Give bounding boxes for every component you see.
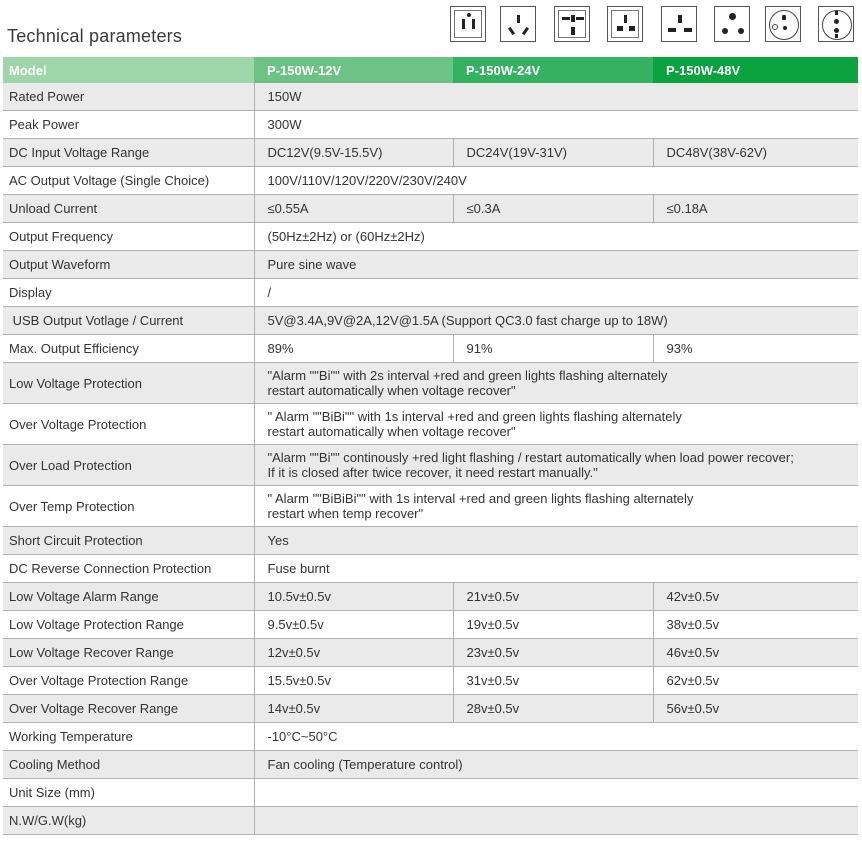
header-48v: P-150W-48V [653, 57, 858, 83]
socket-three-round-icon [714, 6, 750, 42]
row-label: Output Frequency [3, 223, 254, 251]
row-value: Fan cooling (Temperature control) [254, 751, 858, 779]
row-label: Output Waveform [3, 251, 254, 279]
table-header-row [3, 57, 858, 83]
row-label: Display [3, 279, 254, 307]
row-value: DC24V(19V-31V) [453, 139, 653, 167]
row-value: Yes [254, 527, 858, 555]
row-value: DC48V(38V-62V) [653, 139, 858, 167]
row-value: ≤0.55A [254, 195, 453, 223]
row-value: 38v±0.5v [653, 611, 858, 639]
spec-table [3, 57, 858, 835]
row-value: 100V/110V/120V/220V/230V/240V [254, 167, 858, 195]
table-row [3, 555, 858, 583]
row-value: 14v±0.5v [254, 695, 453, 723]
row-value: 28v±0.5v [453, 695, 653, 723]
row-value: DC12V(9.5V-15.5V) [254, 139, 453, 167]
row-label: Over Load Protection [3, 445, 254, 486]
row-label: Unload Current [3, 195, 254, 223]
row-value: 300W [254, 111, 858, 139]
table-row [3, 751, 858, 779]
row-value: 19v±0.5v [453, 611, 653, 639]
row-value: 56v±0.5v [653, 695, 858, 723]
table-row [3, 527, 858, 555]
table-row [3, 335, 858, 363]
row-value: Fuse burnt [254, 555, 858, 583]
row-value: "Alarm ""Bi"" with 2s interval +red and green lights flashing alternately restart automatically when voltage recover" [254, 363, 858, 404]
row-label: Low Voltage Protection Range [3, 611, 254, 639]
socket-flat-pin-icon [661, 6, 697, 42]
row-value: 93% [653, 335, 858, 363]
row-value: 12v±0.5v [254, 639, 453, 667]
socket-fr-icon [765, 6, 801, 42]
table-row [3, 279, 858, 307]
row-value: ≤0.18A [653, 195, 858, 223]
row-value [254, 779, 858, 807]
table-row [3, 404, 858, 445]
row-value: ≤0.3A [453, 195, 653, 223]
table-row [3, 611, 858, 639]
row-label: Over Temp Protection [3, 486, 254, 527]
socket-au-icon [500, 6, 536, 42]
page-title: Technical parameters [7, 26, 183, 46]
row-value: 31v±0.5v [453, 667, 653, 695]
table-row [3, 167, 858, 195]
row-value: 10.5v±0.5v [254, 583, 453, 611]
row-label: Cooling Method [3, 751, 254, 779]
row-value: 5V@3.4A,9V@2A,12V@1.5A (Support QC3.0 fast charge up to 18W) [254, 307, 858, 335]
row-label: DC Reverse Connection Protection [3, 555, 254, 583]
row-value: 42v±0.5v [653, 583, 858, 611]
row-value: " Alarm ""BiBiBi"" with 1s interval +red and green lights flashing alternately restart when temp recover" [254, 486, 858, 527]
table-row [3, 639, 858, 667]
row-label: Unit Size (mm) [3, 779, 254, 807]
header-model: Model [3, 57, 254, 83]
table-row [3, 723, 858, 751]
row-label: AC Output Voltage (Single Choice) [3, 167, 254, 195]
socket-universal-icon [554, 6, 590, 42]
row-value: 46v±0.5v [653, 639, 858, 667]
socket-schuko-icon [818, 6, 854, 42]
row-label: Over Voltage Protection Range [3, 667, 254, 695]
row-value: 9.5v±0.5v [254, 611, 453, 639]
row-value: 15.5v±0.5v [254, 667, 453, 695]
table-row [3, 111, 858, 139]
table-row [3, 83, 858, 111]
row-value: Pure sine wave [254, 251, 858, 279]
table-row [3, 223, 858, 251]
row-label: Over Voltage Recover Range [3, 695, 254, 723]
socket-uk-icon [607, 6, 643, 42]
row-value: 23v±0.5v [453, 639, 653, 667]
row-label: Low Voltage Recover Range [3, 639, 254, 667]
row-value: 89% [254, 335, 453, 363]
table-row [3, 363, 858, 404]
row-label: Over Voltage Protection [3, 404, 254, 445]
table-row [3, 139, 858, 167]
row-label: Short Circuit Protection [3, 527, 254, 555]
table-row [3, 445, 858, 486]
row-value: 91% [453, 335, 653, 363]
header-24v: P-150W-24V [453, 57, 653, 83]
row-label: DC Input Voltage Range [3, 139, 254, 167]
table-row [3, 695, 858, 723]
row-label: Low Voltage Alarm Range [3, 583, 254, 611]
row-value: 21v±0.5v [453, 583, 653, 611]
table-row [3, 251, 858, 279]
table-row [3, 667, 858, 695]
row-value: (50Hz±2Hz) or (60Hz±2Hz) [254, 223, 858, 251]
row-value: 62v±0.5v [653, 667, 858, 695]
row-label: Max. Output Efficiency [3, 335, 254, 363]
row-label: Working Temperature [3, 723, 254, 751]
row-label: USB Output Votlage / Current [3, 307, 254, 335]
table-row [3, 307, 858, 335]
table-row [3, 195, 858, 223]
row-value [254, 807, 858, 835]
row-value: / [254, 279, 858, 307]
row-value: "Alarm ""Bi"" continously +red light flashing / restart automatically when load power recover; If it is closed after twice recover, it need restart manually." [254, 445, 858, 486]
row-label: Peak Power [3, 111, 254, 139]
table-row [3, 807, 858, 835]
socket-us-icon [450, 6, 486, 42]
row-label: N.W/G.W(kg) [3, 807, 254, 835]
table-row [3, 486, 858, 527]
row-value: 150W [254, 83, 858, 111]
header-12v: P-150W-12V [254, 57, 453, 83]
row-label: Rated Power [3, 83, 254, 111]
table-row [3, 779, 858, 807]
row-label: Low Voltage Protection [3, 363, 254, 404]
table-row [3, 583, 858, 611]
row-value: " Alarm ""BiBi"" with 1s interval +red and green lights flashing alternately restart automatically when voltage recover" [254, 404, 858, 445]
row-value: -10°C~50°C [254, 723, 858, 751]
